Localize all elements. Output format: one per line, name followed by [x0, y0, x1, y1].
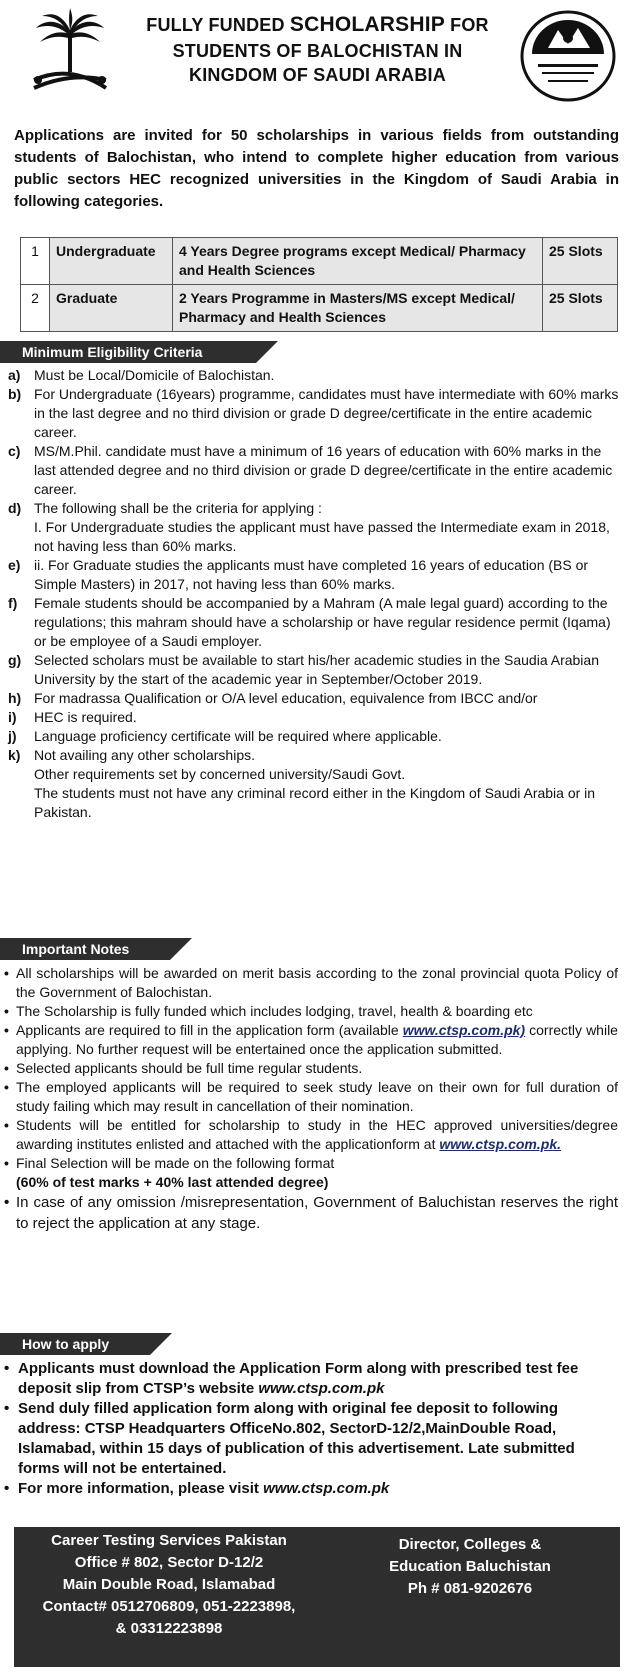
list-item: f) Female students should be accompanied by a Mahram (A male legal guard) according to the regulations; this mahram should have a scholarship or have regular residence permit (Iqama) or be employee of a Saudi employer. — [8, 595, 611, 649]
list-item: c) MS/M.Phil. candidate must have a minimum of 16 years of education with 60% marks in the last attended degree and no third division or grade D degree/certificate in the entire academic career. — [8, 443, 613, 497]
ctsp-link[interactable]: www.ctsp.com.pk — [258, 1380, 385, 1397]
ctsp-link[interactable]: www.ctsp.com.pk. — [439, 1136, 561, 1152]
list-item: • Final Selection will be made on the following format (60% of test marks + 40% last attended degree) — [4, 1155, 335, 1190]
list-item: • Send duly filled application form along with original fee deposit to following address: CTSP Headquarters OfficeNo.802, SectorD-12/2,MainDouble Road, Islamabad, within 15 days of publication of this advertisement. Late submitted forms will not be entertained. — [4, 1400, 575, 1477]
list-item: • All scholarships will be awarded on merit basis according to the zonal provincial quota Policy of the Government of Balochistan. — [4, 965, 618, 1000]
contact-line: Ph # 081-9202676 — [407, 1580, 533, 1597]
contact-line: Education Baluchistan — [389, 1558, 551, 1575]
list-item: • In case of any omission /misrepresentation, Government of Baluchistan reserves the right to reject the application at any stage. — [4, 1194, 618, 1232]
title-line-2: STUDENTS OF BALOCHISTAN IN — [172, 41, 463, 61]
list-item: The students must not have any criminal record either in the Kingdom of Saudi Arabia or in Pakistan. — [34, 785, 596, 820]
list-item: • Students will be entitled for scholarship to study in the HEC approved universities/degree awarding institutes enlisted and attached with the applicationform at www.ctsp.com.pk. — [4, 1117, 618, 1152]
list-item: • The employed applicants will be required to seek study leave on their own for full duration of study failing which may result in cancellation of their nomination. — [4, 1079, 618, 1114]
level-cell: Graduate — [50, 285, 173, 332]
eligibility-heading: Minimum Eligibility Criteria — [0, 341, 256, 363]
list-item: • Selected applicants should be full time regular students. — [4, 1060, 363, 1076]
level-cell: Undergraduate — [50, 238, 173, 285]
header — [0, 0, 635, 122]
list-item: d) The following shall be the criteria for applying : — [8, 500, 322, 516]
list-item: Other requirements set by concerned university/Saudi Govt. — [34, 766, 406, 782]
slots-cell: 25 Slots — [543, 238, 618, 285]
list-item: a) Must be Local/Domicile of Balochistan. — [8, 367, 275, 383]
ctsp-logo-icon — [518, 8, 618, 104]
list-item: g) Selected scholars must be available to start his/her academic studies in the Saudia Arabian University by the start of the academic year in September/October 2019. — [8, 652, 599, 687]
contact-line: & 03312223898 — [115, 1620, 223, 1637]
contact-line: Office # 802, Sector D-12/2 — [74, 1554, 264, 1571]
categories-table — [20, 237, 618, 332]
list-item: b) For Undergraduate (16years) programme, candidates must have intermediate with 60% marks in the last degree and no third division or grade D degree/certificate in the entire academic career. — [8, 386, 619, 440]
contact-line: Career Testing Services Pakistan — [51, 1532, 287, 1549]
how-to-apply-list — [4, 1359, 618, 1499]
intro-paragraph: Applications are invited for 50 scholarships in various fields from outstanding students of Balochistan, who intend to complete higher education from various public sectors HEC recognized universities in the Kingdom of Saudi Arabia in following categories. — [14, 127, 619, 210]
list-item: h) For madrassa Qualification or O/A level education, equivalence from IBCC and/or — [8, 690, 538, 706]
eligibility-list — [4, 366, 620, 822]
title-line-3: KINGDOM OF SAUDI ARABIA — [189, 65, 446, 85]
contact-line: Director, Colleges & — [398, 1536, 542, 1553]
list-item: • For more information, please visit www.ctsp.com.pk — [4, 1480, 390, 1497]
title-line-1: FULLY FUNDED SCHOLARSHIP FOR — [146, 13, 489, 36]
list-item: I. For Undergraduate studies the applicant must have passed the Intermediate exam in 2018, not having less than 60% marks. — [34, 519, 610, 554]
contact-line: Contact# 0512706809, 051-2223898, — [42, 1598, 296, 1615]
table-row — [21, 285, 618, 332]
ctsp-link[interactable]: www.ctsp.com.pk) — [402, 1022, 526, 1038]
director-contact — [345, 1534, 595, 1600]
table-row — [21, 238, 618, 285]
program-cell: 4 Years Degree programs except Medical/ Pharmacy and Health Sciences — [173, 238, 543, 285]
list-item: i) HEC is required. — [8, 709, 137, 725]
ctsp-contact — [14, 1530, 324, 1640]
list-item: j) Language proficiency certificate will be required where applicable. — [8, 728, 442, 744]
list-item: k) Not availing any other scholarships. — [8, 747, 256, 763]
list-item: • Applicants must download the Application Form along with prescribed test fee deposit slip from CTSP’s website www.ctsp.com.pk — [4, 1360, 579, 1397]
contact-line: Main Double Road, Islamabad — [62, 1576, 276, 1593]
slots-cell: 25 Slots — [543, 285, 618, 332]
selection-formula: (60% of test marks + 40% last attended degree) — [16, 1174, 329, 1190]
ctsp-link[interactable]: www.ctsp.com.pk — [263, 1480, 390, 1497]
notes-list — [4, 964, 618, 1234]
notes-heading: Important Notes — [0, 938, 170, 960]
list-item: e) ii. For Graduate studies the applicants must have completed 16 years of education (BS or Simple Masters) in 2017, not having less than 60% marks. — [8, 557, 589, 592]
how-to-apply-heading: How to apply — [0, 1333, 150, 1355]
program-cell: 2 Years Programme in Masters/MS except Medical/ Pharmacy and Health Sciences — [173, 285, 543, 332]
list-item: • Applicants are required to fill in the application form (available www.ctsp.com.pk) correctly while applying. No further request will be entertained once the application submitted. — [4, 1022, 618, 1057]
row-number: 1 — [21, 238, 50, 285]
row-number: 2 — [21, 285, 50, 332]
list-item: • The Scholarship is fully funded which includes lodging, travel, health & boarding etc — [4, 1003, 533, 1019]
